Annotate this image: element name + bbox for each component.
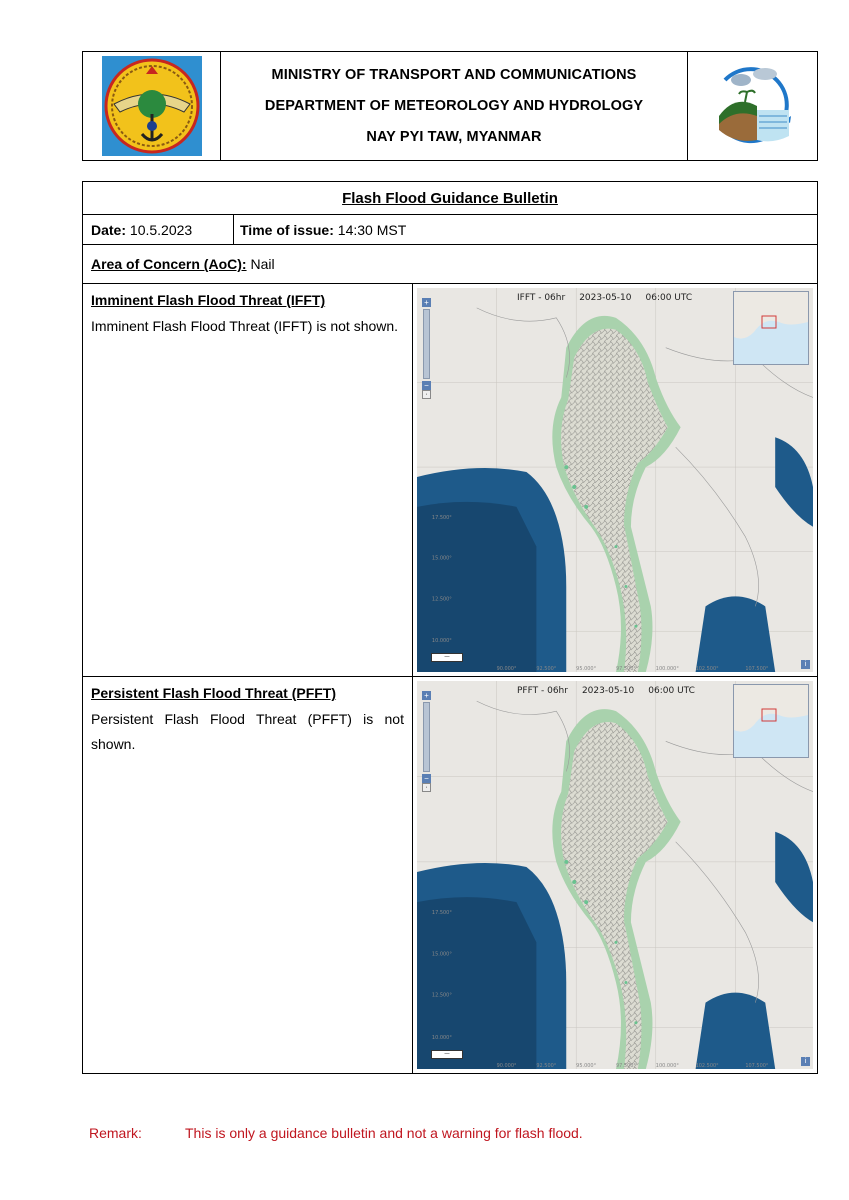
time-value: 14:30 MST: [337, 221, 407, 238]
pfft-map[interactable]: [417, 681, 813, 1069]
svg-text:97.500°: 97.500°: [615, 1062, 636, 1069]
date-value: 10.5.2023: [129, 221, 193, 238]
zoom-out-icon[interactable]: −: [422, 381, 431, 390]
svg-text:92.500°: 92.500°: [536, 1062, 557, 1069]
svg-text:12.500°: 12.500°: [431, 992, 452, 999]
date-row: [83, 215, 817, 245]
date-cell: [83, 215, 234, 244]
pfft-scale-bar-icon: —: [431, 1050, 463, 1059]
aoc-value: Nail: [250, 256, 275, 272]
time-cell: [234, 215, 817, 244]
time-label: Time of issue:: [240, 221, 334, 238]
aoc-label: Area of Concern (AoC):: [91, 256, 247, 272]
ifft-map-cell: [413, 284, 817, 676]
info-icon[interactable]: i: [801, 1057, 810, 1066]
overview-map-icon: [734, 292, 808, 364]
ministry-name: MINISTRY OF TRANSPORT AND COMMUNICATIONS: [271, 66, 637, 83]
ifft-heading: Imminent Flash Flood Threat (IFFT): [91, 292, 326, 308]
department-name: DEPARTMENT OF METEOROLOGY AND HYDROLOGY: [264, 97, 644, 114]
bulletin-table: [82, 181, 818, 1074]
zoom-level-icon: ·: [422, 783, 431, 792]
ifft-map-date: 2023-05-10: [579, 293, 632, 303]
pfft-map-caption: [517, 686, 709, 696]
svg-text:92.500°: 92.500°: [536, 666, 557, 672]
location: NAY PYI TAW, MYANMAR: [366, 128, 542, 145]
svg-text:90.000°: 90.000°: [496, 666, 517, 672]
remark: [89, 1125, 583, 1141]
header-title: [221, 52, 687, 160]
pfft-row: [83, 677, 817, 1073]
pfft-map-cell: [413, 677, 817, 1073]
info-icon[interactable]: i: [801, 660, 810, 669]
remark-text: This is only a guidance bulletin and not a warning for flash flood.: [185, 1125, 583, 1141]
hydrological-cycle-icon: [705, 58, 801, 154]
svg-text:15.000°: 15.000°: [431, 555, 452, 562]
pfft-zoom-control[interactable]: [422, 691, 431, 801]
ifft-description: Imminent Flash Flood Threat (IFFT) is not shown.: [91, 318, 399, 334]
svg-text:90.000°: 90.000°: [496, 1062, 517, 1069]
pfft-map-product: PFFT - 06hr: [517, 686, 568, 696]
pfft-heading: Persistent Flash Flood Threat (PFFT): [91, 685, 337, 701]
ifft-zoom-control[interactable]: [422, 298, 431, 408]
ifft-map-time: 06:00 UTC: [645, 293, 693, 303]
bulletin-title: Flash Flood Guidance Bulletin: [83, 182, 817, 215]
zoom-in-icon[interactable]: +: [422, 298, 431, 307]
svg-text:100.000°: 100.000°: [655, 1062, 679, 1069]
ifft-map[interactable]: [417, 288, 813, 672]
ifft-row: [83, 284, 817, 677]
svg-text:95.000°: 95.000°: [576, 666, 597, 672]
svg-text:100.000°: 100.000°: [655, 666, 679, 672]
svg-text:107.500°: 107.500°: [745, 666, 769, 672]
pfft-description: Persistent Flash Flood Threat (PFFT) is not shown.: [91, 711, 404, 752]
pfft-map-date: 2023-05-10: [581, 686, 635, 696]
ifft-map-caption: [517, 293, 706, 303]
pfft-map-time: 06:00 UTC: [648, 686, 695, 696]
svg-text:17.500°: 17.500°: [431, 514, 452, 521]
zoom-slider[interactable]: [423, 309, 430, 379]
left-logo-cell: [83, 52, 221, 160]
right-logo-cell: [687, 52, 817, 160]
svg-text:95.000°: 95.000°: [576, 1062, 597, 1069]
zoom-out-icon[interactable]: −: [422, 774, 431, 783]
svg-text:15.000°: 15.000°: [431, 951, 452, 958]
pfft-text-cell: [83, 677, 413, 1073]
svg-text:107.500°: 107.500°: [745, 1062, 769, 1069]
document-header: [82, 51, 818, 161]
ifft-overview-map[interactable]: [733, 291, 809, 365]
svg-text:102.500°: 102.500°: [695, 1062, 719, 1069]
remark-label: Remark:: [89, 1125, 142, 1141]
ministry-seal-icon: [100, 54, 204, 158]
svg-text:17.500°: 17.500°: [431, 910, 452, 917]
svg-text:97.500°: 97.500°: [615, 666, 636, 672]
overview-map-icon: [734, 685, 808, 757]
aoc-row: [83, 245, 817, 284]
svg-text:10.000°: 10.000°: [431, 638, 452, 645]
pfft-overview-map[interactable]: [733, 684, 809, 758]
svg-text:12.500°: 12.500°: [431, 596, 452, 603]
zoom-level-icon: ·: [422, 390, 431, 399]
ifft-map-product: IFFT - 06hr: [517, 293, 566, 303]
ifft-scale-bar-icon: —: [431, 653, 463, 662]
zoom-slider[interactable]: [423, 702, 430, 772]
svg-text:10.000°: 10.000°: [431, 1034, 452, 1041]
ifft-text-cell: [83, 284, 413, 676]
zoom-in-icon[interactable]: +: [422, 691, 431, 700]
svg-text:102.500°: 102.500°: [695, 666, 719, 672]
date-label: Date:: [91, 221, 127, 238]
